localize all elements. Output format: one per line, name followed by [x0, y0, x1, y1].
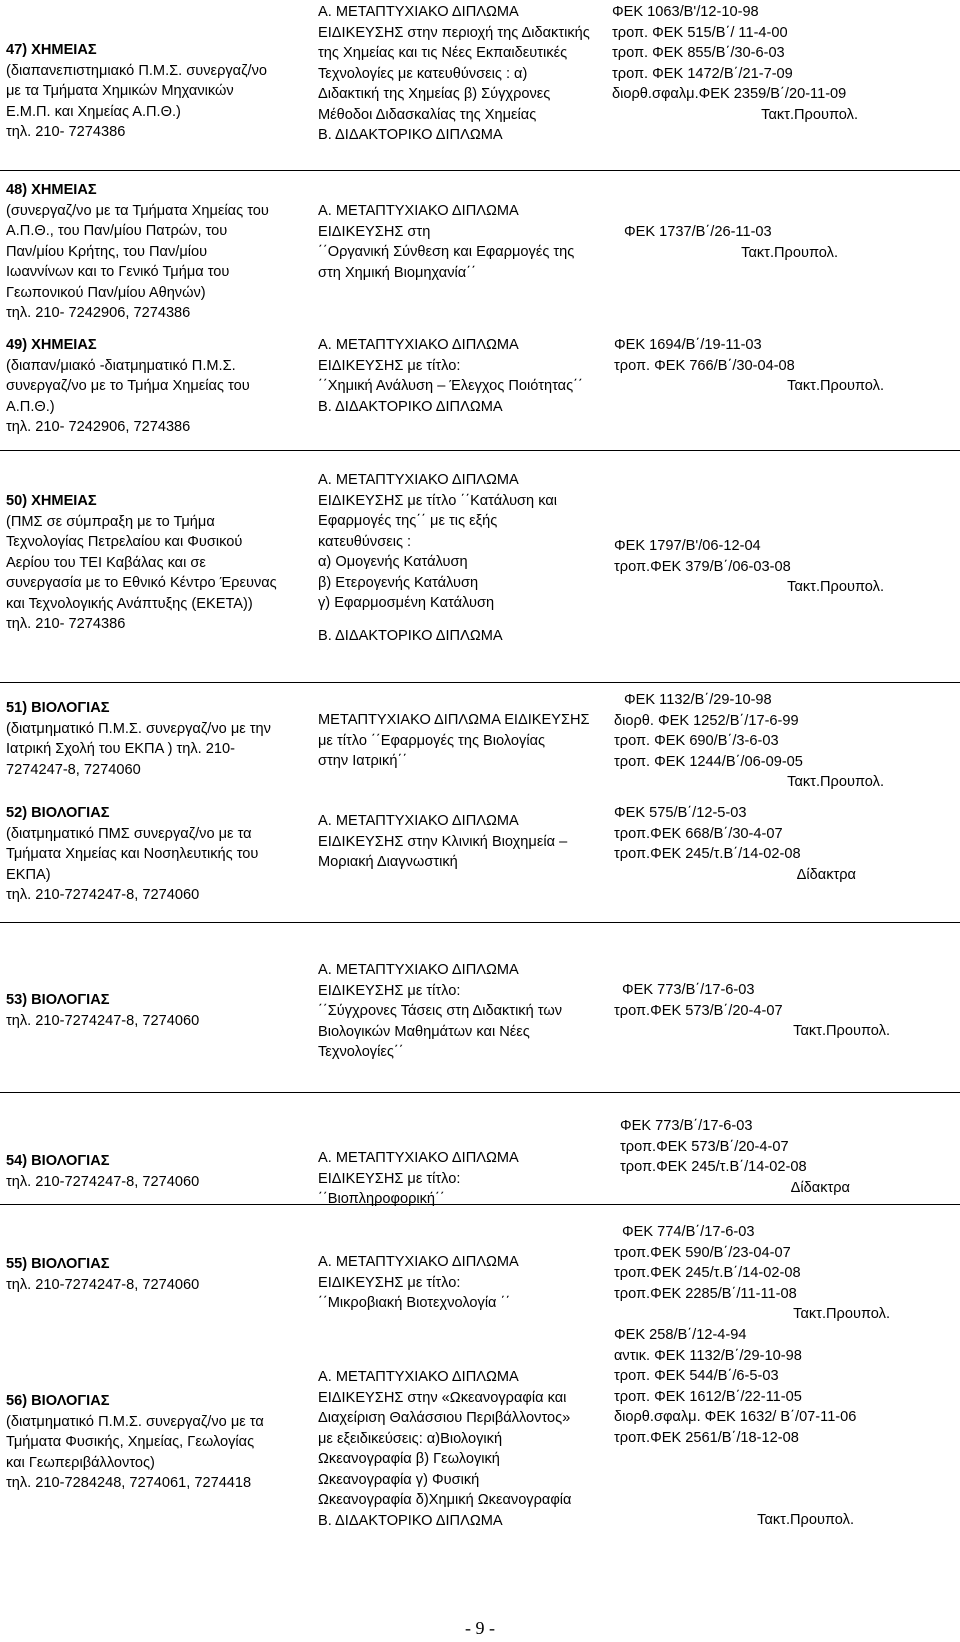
degree-line: β) Ετερογενής Κατάλυση	[318, 574, 479, 591]
degree-line: ΕΙΔΙΚΕΥΣΗΣ με τίτλο ΄΄Κατάλυση και	[318, 492, 558, 509]
gazette-column	[614, 335, 914, 397]
gazette-ref: τροπ. ΦΕΚ 515/Β΄/ 11-4-00	[612, 24, 788, 41]
degree-line: Α. ΜΕΤΑΠΤΥΧΙΑΚΟ ΔΙΠΛΩΜΑ	[318, 1150, 519, 1166]
degree-column	[318, 811, 618, 873]
department-column	[6, 1254, 316, 1295]
department-title: 49) ΧΗΜΕΙΑΣ	[6, 337, 97, 353]
degree-line: ΄΄Οργανική Σύνθεση και Εφαρμογές της	[318, 244, 575, 260]
department-title: 54) ΒΙΟΛΟΓΙΑΣ	[6, 1153, 110, 1169]
degree-line: α) Ομογενής Κατάλυση	[318, 554, 468, 570]
department-title: 52) ΒΙΟΛΟΓΙΑΣ	[6, 805, 110, 821]
gazette-ref: τροπ. ΦΕΚ 690/Β΄/3-6-03	[614, 733, 779, 749]
degree-line: ΄΄Χημική Ανάλυση – Έλεγχος Ποιότητας΄΄	[318, 378, 583, 394]
gazette-ref: διορθ. ΦΕΚ 1252/Β΄/17-6-99	[614, 712, 799, 729]
degree-line: Β. ΔΙΔΑΚΤΟΡΙΚΟ ΔΙΠΛΩΜΑ	[318, 127, 503, 143]
gazette-ref: ΦΕΚ 773/Β΄/17-6-03	[622, 982, 755, 998]
degree-line: στην Ιατρική΄΄	[318, 753, 408, 769]
gazette-ref: ΦΕΚ 1132/Β΄/29-10-98	[624, 692, 772, 708]
gazette-ref: τροπ.ΦΕΚ 379/Β΄/06-03-08	[614, 558, 791, 575]
degree-line: Ωκεανογραφία δ)Χημική Ωκεανογραφία	[318, 1492, 572, 1508]
department-line: Ε.Μ.Π. και Χημείας Α.Π.Θ.)	[6, 103, 181, 120]
gazette-ref: διορθ.σφαλμ. ΦΕΚ 1632/ Β΄/07-11-06	[614, 1409, 857, 1425]
row-divider	[0, 170, 960, 171]
gazette-ref: διορθ.σφαλμ.ΦΕΚ 2359/Β΄/20-11-09	[612, 86, 847, 102]
department-phone: τηλ. 210- 7242906, 7274386	[6, 305, 191, 321]
gazette-ref: ΦΕΚ 774/Β΄/17-6-03	[622, 1224, 755, 1240]
degree-column	[318, 1148, 618, 1210]
gazette-ref: τροπ.ΦΕΚ 245/τ.Β΄/14-02-08	[614, 1265, 801, 1281]
row-divider	[0, 682, 960, 683]
department-line: (διατμηματικό Π.Μ.Σ. συνεργαζ/νο με την	[6, 720, 271, 737]
degree-line: ΄΄Μικροβιακή Βιοτεχνολογία ΄΄	[318, 1295, 511, 1311]
gazette-ref: τροπ. ΦΕΚ 1244/Β΄/06-09-05	[614, 753, 803, 770]
degree-line: Α. ΜΕΤΑΠΤΥΧΙΑΚΟ ΔΙΠΛΩΜΑ	[318, 203, 519, 219]
degree-line: στη Χημική Βιομηχανία΄΄	[318, 264, 476, 281]
degree-column	[318, 710, 618, 772]
department-column	[6, 1391, 316, 1494]
degree-column	[318, 335, 618, 417]
department-title: 51) ΒΙΟΛΟΓΙΑΣ	[6, 700, 110, 716]
degree-line: Τεχνολογίες΄΄	[318, 1044, 404, 1060]
department-title: 55) ΒΙΟΛΟΓΙΑΣ	[6, 1256, 110, 1272]
degree-line: ΕΙΔΙΚΕΥΣΗΣ στην «Ωκεανογραφία και	[318, 1389, 567, 1406]
degree-line: Β. ΔΙΔΑΚΤΟΡΙΚΟ ΔΙΠΛΩΜΑ	[318, 627, 503, 644]
gazette-ref: ΦΕΚ 1737/Β΄/26-11-03	[624, 224, 772, 240]
degree-line: Α. ΜΕΤΑΠΤΥΧΙΑΚΟ ΔΙΠΛΩΜΑ	[318, 1369, 519, 1385]
department-line: συνεργασία με το Εθνικό Κέντρο Έρευνας	[6, 575, 277, 591]
degree-line: Μοριακή Διαγνωστική	[318, 854, 458, 870]
degree-column	[318, 470, 618, 646]
gazette-column	[620, 1116, 920, 1198]
department-line: Γεωπονικού Παν/μίου Αθηνών)	[6, 284, 206, 301]
degree-column	[318, 2, 618, 146]
department-phone: τηλ. 210-7274247-8, 7274060	[6, 1173, 200, 1190]
department-line: (ΠΜΣ σε σύμπραξη με το Τμήμα	[6, 513, 215, 530]
department-line: Παν/μίου Κρήτης, του Παν/μίου	[6, 243, 208, 260]
gazette-column	[614, 1325, 914, 1531]
degree-line: ΕΙΔΙΚΕΥΣΗΣ με τίτλο:	[318, 1170, 461, 1187]
department-line: Τμήματα Φυσικής, Χημείας, Γεωλογίας	[6, 1434, 255, 1450]
degree-line: Τεχνολογίες με κατευθύνσεις : α)	[318, 65, 528, 82]
gazette-ref: τροπ.ΦΕΚ 245/τ.Β΄/14-02-08	[620, 1159, 807, 1175]
page-number: - 9 -	[465, 1618, 495, 1638]
department-phone: τηλ. 210- 7274386	[6, 616, 126, 632]
gazette-ref: αντικ. ΦΕΚ 1132/Β΄/29-10-98	[614, 1347, 802, 1364]
row-divider	[0, 1092, 960, 1093]
funding-type: Τακτ.Προυπολ.	[787, 774, 884, 790]
department-title: 48) ΧΗΜΕΙΑΣ	[6, 182, 97, 198]
department-column	[6, 1151, 316, 1192]
gazette-ref: ΦΕΚ 258/Β΄/12-4-94	[614, 1327, 747, 1343]
gazette-column	[614, 803, 914, 885]
degree-line: Ωκεανογραφία β) Γεωλογική	[318, 1451, 500, 1467]
gazette-ref: τροπ.ΦΕΚ 2561/Β΄/18-12-08	[614, 1429, 799, 1446]
funding-type: Τακτ.Προυπολ.	[761, 106, 858, 123]
degree-line: Διδακτική της Χημείας β) Σύγχρονες	[318, 86, 551, 102]
degree-line: κατευθύνσεις :	[318, 533, 412, 550]
degree-line: Α. ΜΕΤΑΠΤΥΧΙΑΚΟ ΔΙΠΛΩΜΑ	[318, 1254, 519, 1270]
department-line: Α.Π.Θ., του Παν/μίου Πατρών, του	[6, 223, 228, 239]
degree-line: ΄΄Σύγχρονες Τάσεις στη Διδακτική των	[318, 1003, 563, 1019]
department-phone: τηλ. 210- 7274386	[6, 124, 126, 140]
gazette-ref: τροπ.ΦΕΚ 590/Β΄/23-04-07	[614, 1244, 791, 1261]
funding-type: Δίδακτρα	[790, 1179, 850, 1196]
degree-line: Μέθοδοι Διδασκαλίας της Χημείας	[318, 106, 537, 123]
department-line: και Γεωπεριβάλλοντος)	[6, 1454, 155, 1471]
gazette-ref: ΦΕΚ 1797/Β'/06-12-04	[614, 538, 761, 554]
degree-line: ΜΕΤΑΠΤΥΧΙΑΚΟ ΔΙΠΛΩΜΑ ΕΙΔΙΚΕΥΣΗΣ	[318, 712, 590, 728]
degree-line: ΕΙΔΙΚΕΥΣΗΣ με τίτλο:	[318, 982, 461, 999]
funding-type: Τακτ.Προυπολ.	[787, 579, 884, 595]
department-column	[6, 335, 316, 438]
row-divider	[0, 1204, 960, 1205]
degree-line: με εξειδικεύσεις: α)Βιολογική	[318, 1430, 503, 1447]
degree-column	[318, 960, 618, 1063]
gazette-column	[614, 536, 914, 598]
department-line: με τα Τμήματα Χημικών Μηχανικών	[6, 83, 234, 99]
department-column	[6, 698, 316, 780]
degree-line: της Χημείας και τις Νέες Εκπαιδευτικές	[318, 45, 568, 61]
department-line: και Τεχνολογικής Ανάπτυξης (ΕΚΕΤΑ))	[6, 595, 253, 612]
gazette-column	[614, 690, 914, 793]
gazette-ref: ΦΕΚ 575/Β΄/12-5-03	[614, 805, 747, 821]
department-phone: τηλ. 210-7274247-8, 7274060	[6, 1012, 200, 1029]
gazette-ref: τροπ. ΦΕΚ 855/Β΄/30-6-03	[612, 45, 785, 61]
gazette-ref: τροπ.ΦΕΚ 573/Β΄/20-4-07	[614, 1002, 783, 1019]
department-title: 56) ΒΙΟΛΟΓΙΑΣ	[6, 1393, 110, 1409]
degree-line: Βιολογικών Μαθημάτων και Νέες	[318, 1023, 530, 1040]
degree-line: Α. ΜΕΤΑΠΤΥΧΙΑΚΟ ΔΙΠΛΩΜΑ	[318, 337, 519, 353]
funding-type: Τακτ.Προυπολ.	[787, 378, 884, 394]
degree-column	[318, 201, 618, 283]
department-phone: τηλ. 210-7284248, 7274061, 7274418	[6, 1475, 252, 1491]
gazette-ref: ΦΕΚ 773/Β΄/17-6-03	[620, 1118, 753, 1134]
gazette-ref: τροπ. ΦΕΚ 1472/Β΄/21-7-09	[612, 65, 793, 82]
degree-column	[318, 1252, 618, 1314]
degree-line: Α. ΜΕΤΑΠΤΥΧΙΑΚΟ ΔΙΠΛΩΜΑ	[318, 813, 519, 829]
degree-line: Β. ΔΙΔΑΚΤΟΡΙΚΟ ΔΙΠΛΩΜΑ	[318, 1512, 503, 1529]
gazette-ref: τροπ.ΦΕΚ 668/Β΄/30-4-07	[614, 825, 783, 842]
gazette-ref: τροπ.ΦΕΚ 2285/Β΄/11-11-08	[614, 1285, 797, 1302]
funding-type: Τακτ.Προυπολ.	[793, 1306, 890, 1322]
degree-line: Β. ΔΙΔΑΚΤΟΡΙΚΟ ΔΙΠΛΩΜΑ	[318, 398, 503, 415]
gazette-column	[614, 980, 914, 1042]
degree-line: ΕΙΔΙΚΕΥΣΗΣ στη	[318, 223, 431, 240]
degree-line: με τίτλο ΄΄Εφαρμογές της Βιολογίας	[318, 732, 546, 749]
degree-line: Ωκεανογραφία γ) Φυσική	[318, 1471, 480, 1488]
degree-line: ΄΄Βιοπληροφορική΄΄	[318, 1191, 445, 1207]
department-title: 47) ΧΗΜΕΙΑΣ	[6, 42, 97, 58]
department-column	[6, 990, 316, 1031]
gazette-ref: τροπ. ΦΕΚ 766/Β΄/30-04-08	[614, 357, 795, 374]
degree-line: γ) Εφαρμοσμένη Κατάλυση	[318, 595, 495, 611]
gazette-ref: ΦΕΚ 1694/Β΄/19-11-03	[614, 337, 762, 353]
department-line: (διαπανεπιστημιακό Π.Μ.Σ. συνεργαζ/νο	[6, 62, 268, 79]
department-phone: 7274247-8, 7274060	[6, 761, 141, 778]
department-line: Ιωαννίνων και το Γενικό Τμήμα του	[6, 264, 230, 280]
degree-line: ΕΙΔΙΚΕΥΣΗΣ με τίτλο:	[318, 357, 461, 374]
degree-line: ΕΙΔΙΚΕΥΣΗΣ στην Κλινική Βιοχημεία –	[318, 833, 568, 850]
department-column	[6, 180, 316, 324]
department-phone: τηλ. 210-7274247-8, 7274060	[6, 887, 200, 903]
department-line: Τεχνολογίας Πετρελαίου και Φυσικού	[6, 534, 243, 550]
degree-line: Διαχείριση Θαλάσσιου Περιβάλλοντος»	[318, 1410, 571, 1426]
department-line: (συνεργαζ/νο με τα Τμήματα Χημείας του	[6, 202, 269, 219]
gazette-ref: ΦΕΚ 1063/Β'/12-10-98	[612, 4, 759, 20]
gazette-column	[612, 2, 912, 125]
degree-line: Α. ΜΕΤΑΠΤΥΧΙΑΚΟ ΔΙΠΛΩΜΑ	[318, 962, 519, 978]
row-divider	[0, 922, 960, 923]
department-line: (διαπαν/μιακό -διατμηματικό Π.Μ.Σ.	[6, 357, 236, 374]
gazette-ref: τροπ. ΦΕΚ 1612/Β΄/22-11-05	[614, 1388, 802, 1405]
department-line: (διατμηματικό Π.Μ.Σ. συνεργαζ/νο με τα	[6, 1413, 264, 1430]
funding-type: Δίδακτρα	[796, 866, 856, 883]
department-line: Τμήματα Χημείας και Νοσηλευτικής του	[6, 846, 259, 862]
gazette-column	[614, 1222, 914, 1325]
department-line: Α.Π.Θ.)	[6, 398, 55, 415]
gazette-ref: τροπ.ΦΕΚ 245/τ.Β΄/14-02-08	[614, 846, 801, 862]
degree-line: Α. ΜΕΤΑΠΤΥΧΙΑΚΟ ΔΙΠΛΩΜΑ	[318, 4, 519, 20]
row-divider	[0, 450, 960, 451]
degree-line: ΕΙΔΙΚΕΥΣΗΣ με τίτλο:	[318, 1274, 461, 1291]
department-line: συνεργαζ/νο με το Τμήμα Χημείας του	[6, 378, 250, 394]
degree-line: Α. ΜΕΤΑΠΤΥΧΙΑΚΟ ΔΙΠΛΩΜΑ	[318, 472, 519, 488]
gazette-ref: τροπ.ΦΕΚ 573/Β΄/20-4-07	[620, 1138, 789, 1155]
degree-line: Εφαρμογές της΄΄ με τις εξής	[318, 513, 498, 529]
department-phone: τηλ. 210- 7242906, 7274386	[6, 419, 191, 435]
degree-line: ΕΙΔΙΚΕΥΣΗΣ στην περιοχή της Διδακτικής	[318, 24, 590, 41]
department-line: Αερίου του ΤΕΙ Καβάλας και σε	[6, 554, 206, 571]
gazette-column	[624, 222, 924, 263]
department-phone: τηλ. 210-7274247-8, 7274060	[6, 1276, 200, 1293]
department-column	[6, 491, 316, 635]
department-line: Ιατρική Σχολή του ΕΚΠΑ ) τηλ. 210-	[6, 741, 235, 757]
department-line: (διατμηματικό ΠΜΣ συνεργαζ/νο με τα	[6, 825, 252, 842]
gazette-ref: τροπ. ΦΕΚ 544/Β΄/6-5-03	[614, 1368, 779, 1384]
department-column	[6, 40, 316, 143]
department-line: ΕΚΠΑ)	[6, 866, 51, 883]
department-column	[6, 803, 316, 906]
department-title: 50) ΧΗΜΕΙΑΣ	[6, 493, 97, 509]
department-title: 53) ΒΙΟΛΟΓΙΑΣ	[6, 992, 110, 1008]
funding-type: Τακτ.Προυπολ.	[757, 1512, 854, 1528]
funding-type: Τακτ.Προυπολ.	[741, 244, 838, 261]
funding-type: Τακτ.Προυπολ.	[793, 1023, 890, 1039]
degree-column	[318, 1367, 618, 1531]
